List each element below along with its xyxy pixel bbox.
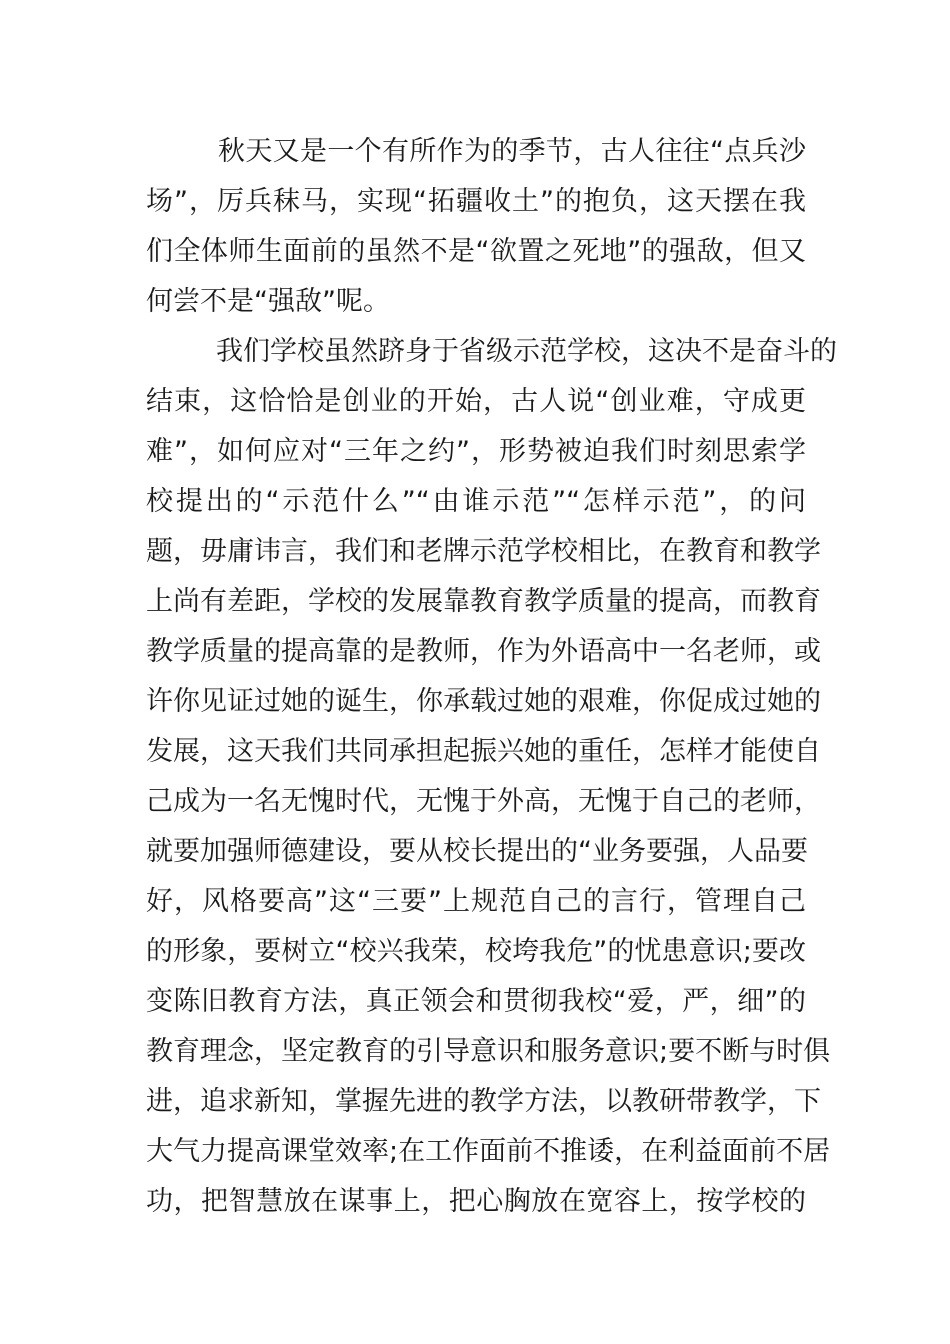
text-line: 校提出的“示范什么”“由谁示范”“怎样示范”，的问: [146, 486, 806, 517]
text-line: 功，把智慧放在谋事上，把心胸放在宽容上，按学校的: [146, 1186, 806, 1217]
text-line: 大气力提高课堂效率;在工作面前不推诿，在利益面前不居: [146, 1136, 831, 1167]
text-line: 何尝不是“强敌”呢。: [146, 286, 390, 317]
text-line: 教育理念，坚定教育的引导意识和服务意识;要不断与时俱: [146, 1036, 831, 1067]
text-line: 难”，如何应对“三年之约”，形势被迫我们时刻思索学: [146, 436, 806, 467]
text-line: 结束，这恰恰是创业的开始，古人说“创业难，守成更: [146, 386, 806, 417]
text-line: 题，毋庸讳言，我们和老牌示范学校相比，在教育和教学: [146, 536, 821, 567]
text-line: 就要加强师德建设，要从校长提出的“业务要强，人品要: [146, 836, 808, 867]
text-line: 好，风格要高”这“三要”上规范自己的言行，管理自己: [146, 886, 806, 917]
text-line: 进，追求新知，掌握先进的教学方法，以教研带教学，下: [146, 1086, 821, 1117]
text-line: 发展，这天我们共同承担起振兴她的重任，怎样才能使自: [146, 736, 821, 767]
text-line: 们全体师生面前的虽然不是“欲置之死地”的强敌，但又: [146, 236, 806, 267]
text-line: 上尚有差距，学校的发展靠教育教学质量的提高，而教育: [146, 586, 821, 617]
text-line: 秋天又是一个有所作为的季节，古人往往“点兵沙: [218, 136, 806, 167]
text-line: 的形象，要树立“校兴我荣，校垮我危”的忧患意识;要改: [146, 936, 806, 967]
text-line: 变陈旧教育方法，真正领会和贯彻我校“爱，严，细”的: [146, 986, 806, 1017]
text-line: 许你见证过她的诞生，你承载过她的艰难，你促成过她的: [146, 686, 821, 717]
text-line: 己成为一名无愧时代，无愧于外高，无愧于自己的老师，: [146, 786, 821, 817]
text-line: 我们学校虽然跻身于省级示范学校，这决不是奋斗的: [216, 336, 837, 367]
text-line: 场”，厉兵秣马，实现“拓疆收土”的抱负，这天摆在我: [146, 186, 806, 217]
text-line: 教学质量的提高靠的是教师，作为外语高中一名老师，或: [146, 636, 821, 667]
